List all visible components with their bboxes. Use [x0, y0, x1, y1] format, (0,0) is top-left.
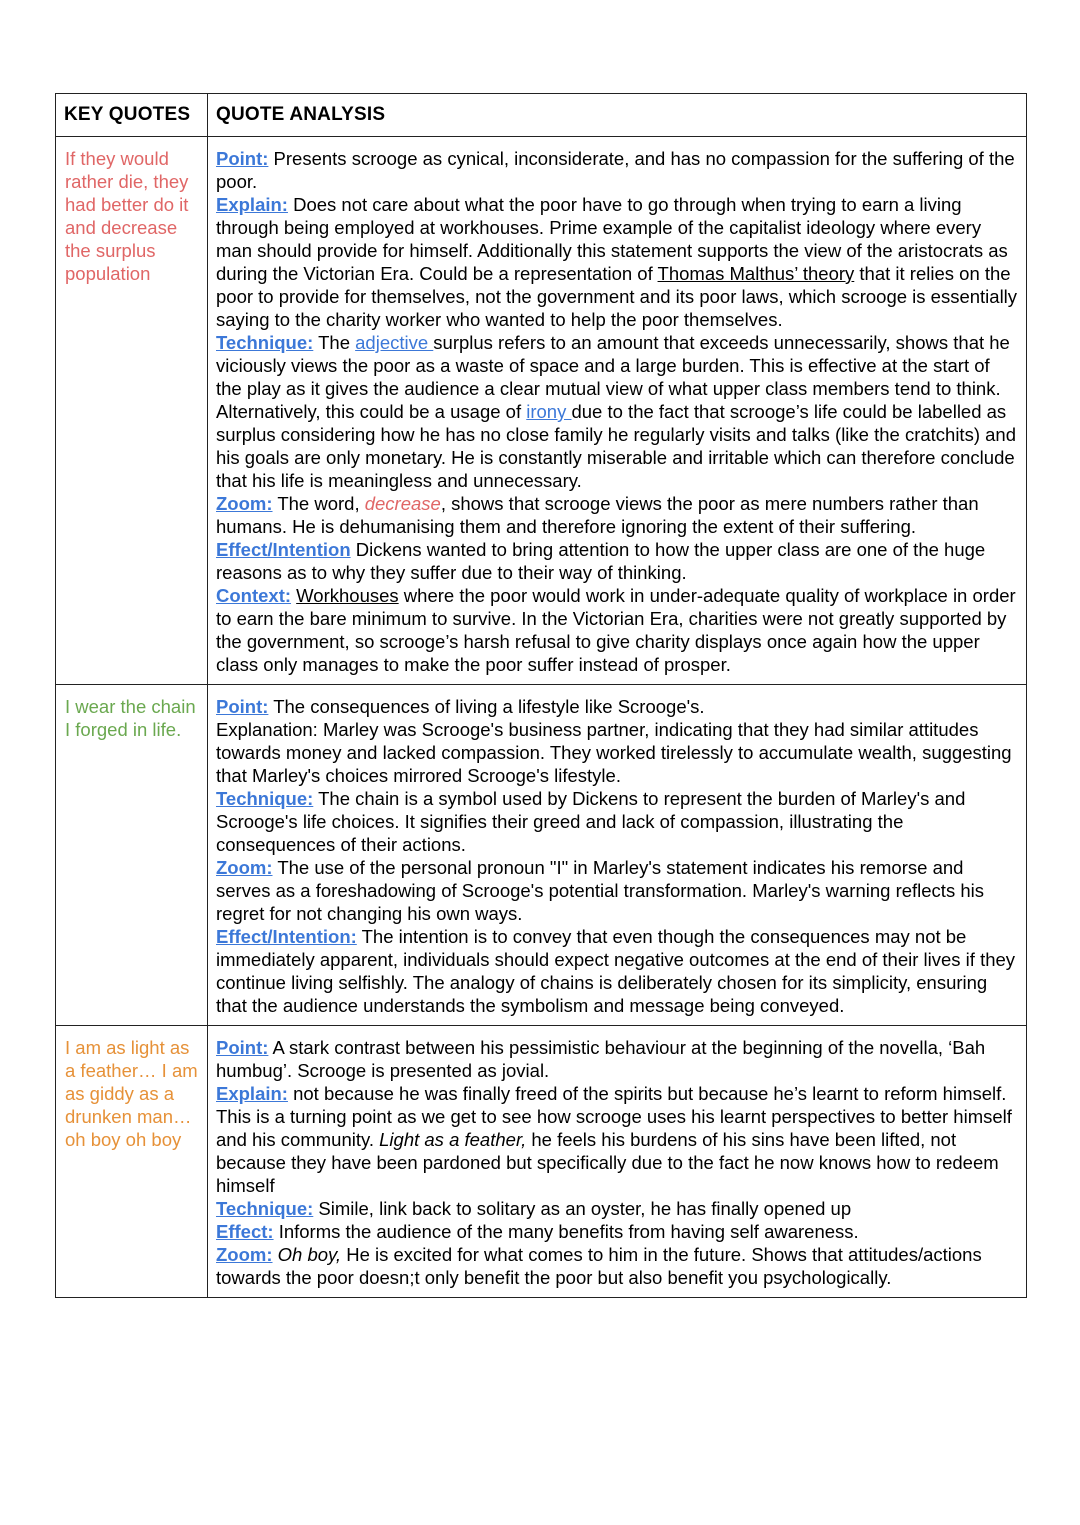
- quote-analysis-1: [208, 137, 1027, 685]
- effect-text: Informs the audience of the many benefits from having self awareness.: [273, 1221, 859, 1242]
- irony-link[interactable]: irony: [526, 401, 572, 422]
- zoom-text: He is excited for what comes to him in the future. Shows that attitudes/actions towards the poor doesn;t only benefit the poor but also benefit you psychologically.: [216, 1244, 982, 1288]
- explanation-paragraph: Explanation: Marley was Scrooge's business partner, indicating that they had similar attitudes towards money and lacked compassion. They worked tirelessly to accumulate wealth, suggesting that Marley's choices mirrored Scrooge's lifestyle.: [216, 719, 1012, 786]
- zoom-label: Zoom:: [216, 493, 273, 514]
- technique-label: Technique:: [216, 1198, 314, 1219]
- workhouses-link[interactable]: Workhouses: [296, 585, 399, 606]
- point-label: Point:: [216, 1037, 269, 1058]
- technique-text-cont: surplus refers to an amount that exceeds unnecessarily, shows that he viciously views the poor as a waste of space and a large burden. This is effective at the start of the play as it gives the audience a clear mutual view of what upper class members tend to think. Alternatively, this could be a usage of: [216, 332, 1010, 422]
- explain-paragraph: [216, 1082, 1020, 1197]
- quote-analysis-3: [208, 1026, 1027, 1298]
- technique-text: The: [313, 332, 356, 353]
- key-quotes-header: KEY QUOTES: [56, 94, 208, 137]
- technique-text-end: due to the fact that scrooge’s life could be labelled as surplus considering how he has no close family he regularly visits and talks (like the cratchits) and his goals are only monetary. He is constantly miserable and irritable which can therefore conclude that his life is meaningless and unnecessary.: [216, 401, 1016, 491]
- effect-paragraph: [216, 538, 1020, 584]
- explain-italic: Light as a feather,: [379, 1129, 527, 1150]
- zoom-paragraph: [216, 492, 1020, 538]
- technique-label: Technique:: [216, 788, 314, 809]
- explain-label: Explain:: [216, 194, 288, 215]
- effect-paragraph: [216, 925, 1020, 1017]
- explain-paragraph: [216, 193, 1020, 331]
- effect-label: Effect/Intention: [216, 539, 351, 560]
- point-label: Point:: [216, 696, 269, 717]
- key-quote-3: I am as light as a feather… I am as giddy as a drunken man… oh boy oh boy: [56, 1026, 208, 1298]
- point-text: Presents scrooge as cynical, inconsiderate, and has no compassion for the suffering of the poor.: [216, 148, 1015, 192]
- explain-text: not because he was finally freed of the spirits but because he’s learnt to reform himself. This is a turning point as we get to see how scrooge uses his learnt perspectives to better himself and his community.: [216, 1083, 1012, 1150]
- point-paragraph: [216, 695, 1020, 718]
- technique-text: Simile, link back to solitary as an oyster, he has finally opened up: [313, 1198, 852, 1219]
- quotes-table: [55, 93, 1027, 1298]
- zoom-text-cont: , shows that scrooge views the poor as mere numbers rather than humans. He is dehumanising them and therefore ignoring the extent of their suffering.: [216, 493, 979, 537]
- zoom-text: The word,: [272, 493, 365, 514]
- technique-paragraph: [216, 787, 1020, 856]
- zoom-label: Zoom:: [216, 1244, 273, 1265]
- key-quote-1: If they would rather die, they had better do it and decrease the surplus population: [56, 137, 208, 685]
- explain-text: Does not care about what the poor have to go through when trying to earn a living through being employed at workhouses. Prime example of the capitalist ideology where every man should provide for himself. Additionally this statement supports the view of the aristocrats as during the Victorian Era. Could be a representation of: [216, 194, 1008, 284]
- point-text: A stark contrast between his pessimistic behaviour at the beginning of the novella, ‘Bah humbug’. Scrooge is presented as jovial.: [216, 1037, 986, 1081]
- header-row: [56, 94, 1027, 137]
- zoom-paragraph: [216, 1243, 1020, 1289]
- zoom-text: The use of the personal pronoun "I" in Marley's statement indicates his remorse and serves as a foreshadowing of Scrooge's potential transformation. Marley's warning reflects his regret for not changing his own ways.: [216, 857, 984, 924]
- table-row: [56, 137, 1027, 685]
- effect-label: Effect:: [216, 1221, 274, 1242]
- zoom-label: Zoom:: [216, 857, 273, 878]
- table-row: [56, 685, 1027, 1026]
- adjective-link[interactable]: adjective: [355, 332, 434, 353]
- zoom-italic: Oh boy,: [272, 1244, 342, 1265]
- explain-text-cont: he feels his burdens of his sins have been lifted, not because they have been pardoned but specifically due to the fact he now knows how to redeem himself: [216, 1129, 999, 1196]
- technique-label: Technique:: [216, 332, 314, 353]
- effect-text: Dickens wanted to bring attention to how the upper class are one of the huge reasons as to why they suffer due to their way of thinking.: [216, 539, 986, 583]
- zoom-paragraph: [216, 856, 1020, 925]
- effect-text: The intention is to convey that even though the consequences may not be immediately apparent, individuals should expect negative outcomes at the end of their lives if they continue living selfishly. The analogy of chains is deliberately chosen for its simplicity, ensuring that the audience understands the symbolism and message being conveyed.: [216, 926, 1016, 1016]
- malthus-link[interactable]: Thomas Malthus’ theory: [657, 263, 855, 284]
- context-label: Context:: [216, 585, 292, 606]
- context-paragraph: [216, 584, 1020, 676]
- explain-label: Explain:: [216, 1083, 288, 1104]
- key-quote-2: I wear the chain I forged in life.: [56, 685, 208, 1026]
- zoom-word: decrease: [364, 493, 441, 514]
- quote-analysis-header: QUOTE ANALYSIS: [208, 94, 1027, 137]
- table-row: [56, 1026, 1027, 1298]
- point-paragraph: [216, 1036, 1020, 1082]
- explain-text-cont: that it relies on the poor to provide for themselves, not the government and its poor laws, which scrooge is essentially saying to the charity worker who wanted to help the poor themselves.: [216, 263, 1018, 330]
- context-text: where the poor would work in under-adequate quality of workplace in order to earn the bare minimum to survive. In the Victorian Era, charities were not greatly supported by the government, so scrooge’s harsh refusal to give charity displays once again how the upper class only manages to make the poor suffer instead of prosper.: [216, 585, 1016, 675]
- point-label: Point:: [216, 148, 269, 169]
- point-text: The consequences of living a lifestyle like Scrooge's.: [268, 696, 705, 717]
- technique-paragraph: [216, 1197, 1020, 1220]
- effect-label: Effect/Intention:: [216, 926, 357, 947]
- technique-paragraph: [216, 331, 1020, 492]
- effect-paragraph: [216, 1220, 1020, 1243]
- technique-text: The chain is a symbol used by Dickens to represent the burden of Marley's and Scrooge's life choices. It signifies their greed and lack of compassion, illustrating the consequences of their actions.: [216, 788, 966, 855]
- point-paragraph: [216, 147, 1020, 193]
- quote-analysis-2: [208, 685, 1027, 1026]
